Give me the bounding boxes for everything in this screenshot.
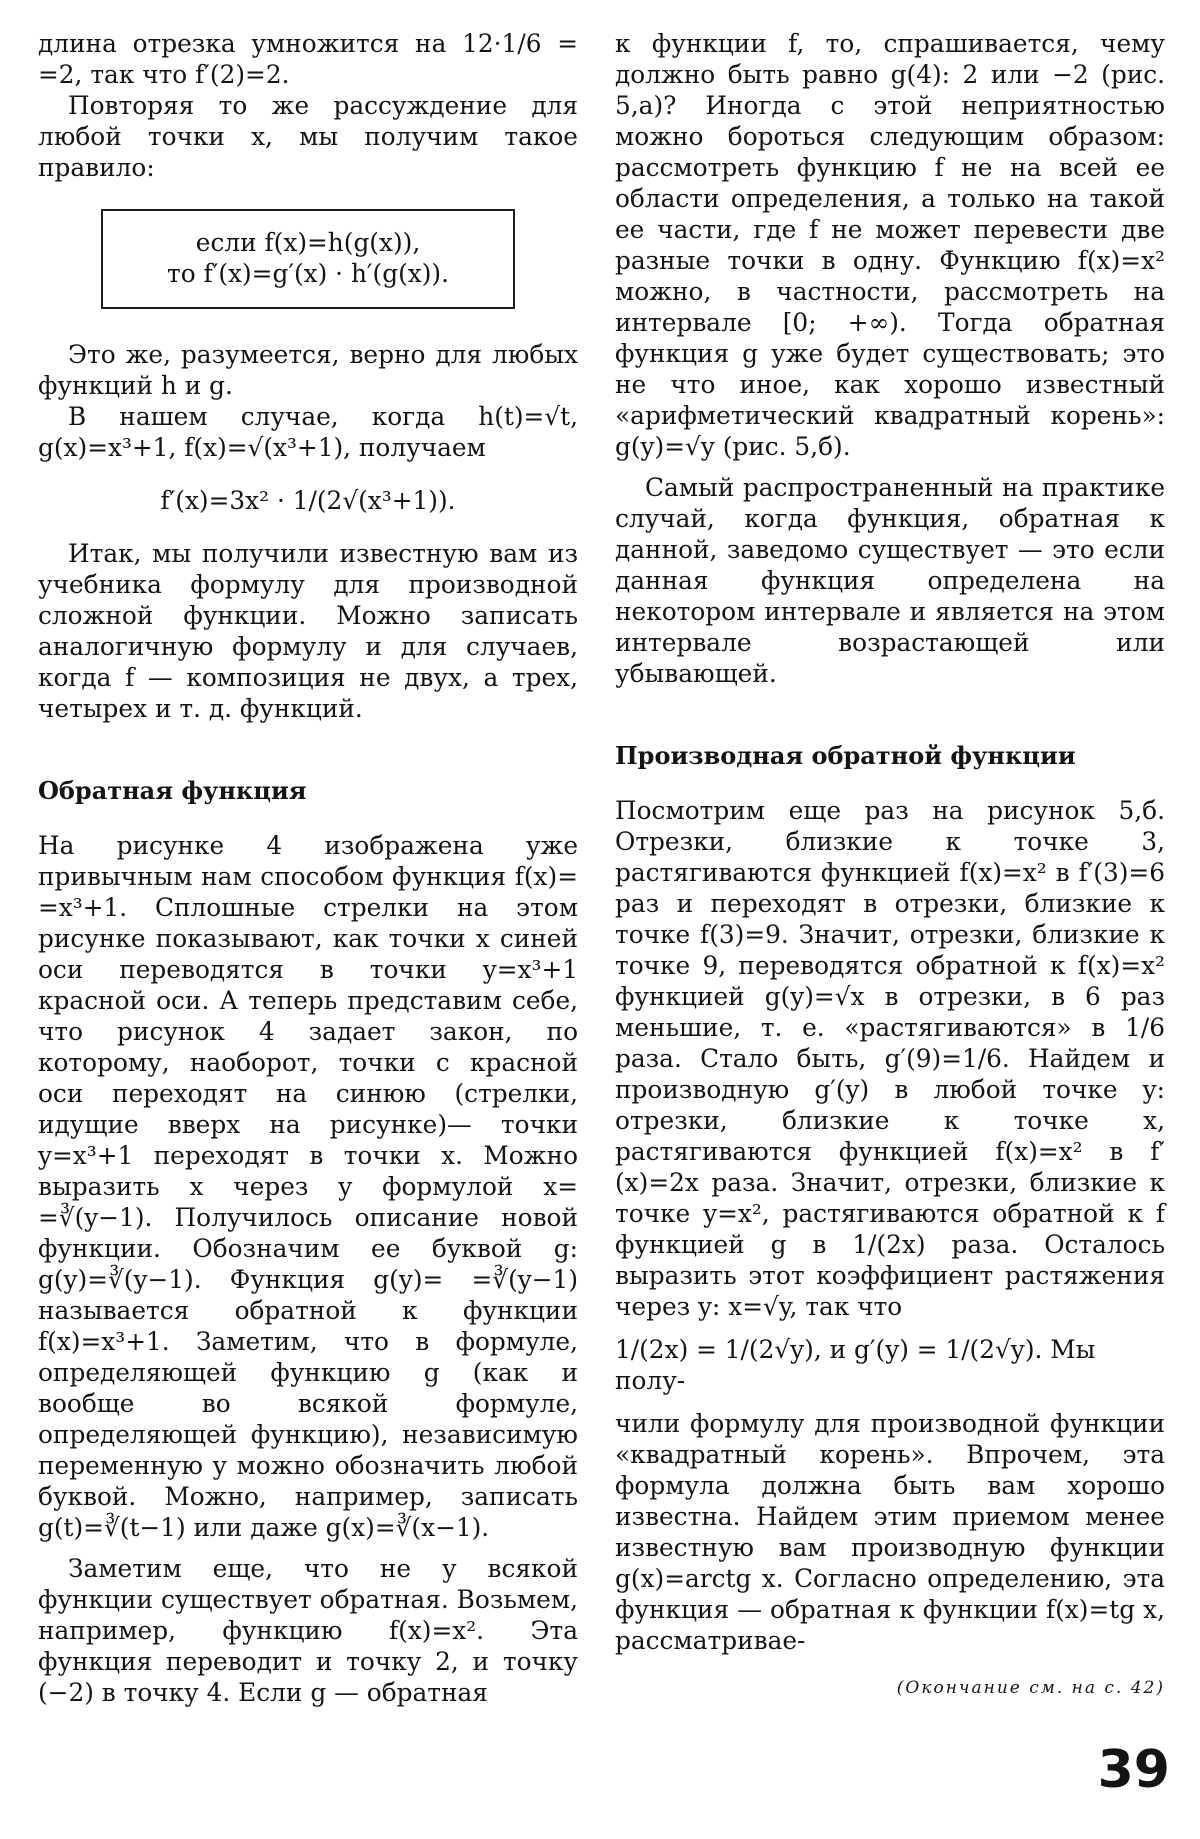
rule-line: то f′(x)=g′(x) · h′(g(x)). [167, 259, 449, 288]
paragraph: Повторяя то же рассуждение для любой точки x, мы получим такое правило: [38, 91, 578, 182]
rule-line: если f(x)=h(g(x)), [195, 228, 421, 257]
paragraph: Самый распространенный на практике случай, когда функция, обратная к данной, заведомо существует — это если данная функция определена на некотором интервале и является на этом интервале возрастающей или убывающей. [615, 473, 1165, 688]
paragraph: Посмотрим еще раз на рисунок 5,б. Отрезки, близкие к точке 3, растягиваются функцией f(x)=x² в f′(3)=6 раз и переходят в отрезки, близкие к точке f(3)=9. Значит, отрезки, близкие к точке 9, переводятся обратной к f(x)=x² функцией g(y)=√x в отрезки, в 6 раз меньшие, т. е. «растягиваются» в 1/6 раза. Стало быть, g′(9)=1/6. Найдем и производную g′(y) в любой точке y: отрезки, близкие к точке x, растягиваются функцией f(x)=x² в f′(x)=2x раза. Значит, отрезки, близкие к точке y=x², растягиваются обратной к f функцией g в 1/(2x) раза. Осталось выразить этот коэффициент растяжения через y: x=√y, так что [615, 796, 1165, 1321]
paragraph: Заметим еще, что не у всякой функции существует обратная. Возьмем, например, функцию f(x)=x². Эта функция переводит и точку 2, и точку (−2) в точку 4. Если g — обратная [38, 1554, 578, 1707]
section-heading-inverse-derivative: Производная обратной функции [615, 741, 1076, 770]
paragraph: Итак, мы получили известную вам из учебника формулу для производной сложной функции. Можно записать аналогичную формулу и для случаев, когда f — композиция не двух, а трех, четырех и т. д. функций. [38, 539, 578, 723]
derivative-formula: f′(x)=3x² · 1/(2√(x³+1)). [160, 486, 456, 515]
paragraph: В нашем случае, когда h(t)=√t, g(x)=x³+1, f(x)=√(x³+1), получаем [38, 402, 578, 462]
paragraph: к функции f, то, спрашивается, чему должно быть равно g(4): 2 или −2 (рис. 5,а)? Иногда с этой неприятностью можно бороться следующим образом: рассмотреть функцию f не на всей ее области определения, а только на такой ее части, где f не может перевести две разные точки в одну. Функцию f(x)=x² можно, в частности, рассмотреть на интервале [0; +∞). Тогда обратная функция g уже будет существовать; это не что иное, как хорошо известный «арифметический квадратный корень»: g(y)=√y (рис. 5,б). [615, 29, 1165, 461]
paragraph: чили формулу для производной функции «квадратный корень». Впрочем, эта формула должна быть вам хорошо известна. Найдем этим приемом менее известную вам производную функции g(x)=arctg x. Согласно определению, эта функция — обратная к функции f(x)=tg x, рассматривае- [615, 1409, 1165, 1655]
inverse-derivative-formula: 1/(2x) = 1/(2√y), и g′(y) = 1/(2√y). Мы полу- [615, 1335, 1096, 1395]
chain-rule-box [101, 209, 515, 309]
paragraph: Это же, разумеется, верно для любых функций h и g. [38, 340, 578, 400]
left-column [38, 28, 578, 1708]
paragraph: На рисунке 4 изображена уже привычным нам способом функция f(x)= =x³+1. Сплошные стрелки на этом рисунке показывают, как точки x синей оси переводятся в точки y=x³+1 красной оси. А теперь представим себе, что рисунок 4 задает закон, по которому, наоборот, точки с красной оси переходят на синюю (стрелки, идущие вверх на рисунке)— точки y=x³+1 переходят в точки x. Можно выразить x через y формулой x= =∛(y−1). Получилось описание новой функции. Обозначим ее буквой g: g(y)=∛(y−1). Функция g(y)= =∛(y−1) называется обратной к функции f(x)=x³+1. Заметим, что в формуле, определяющей функцию g (как и вообще во всякой формуле, определяющей функцию), независимую переменную y можно обозначить любой буквой. Можно, например, записать g(t)=∛(t−1) или даже g(x)=∛(x−1). [38, 831, 578, 1542]
page-number: 39 [1097, 1740, 1170, 1800]
continuation-note: (Окончание см. на с. 42) [896, 1678, 1165, 1698]
section-heading-inverse-function: Обратная функция [38, 776, 307, 805]
paragraph: длина отрезка умножится на 12·1/6 = =2, так что f′(2)=2. [38, 29, 578, 89]
right-column [615, 28, 1165, 1656]
